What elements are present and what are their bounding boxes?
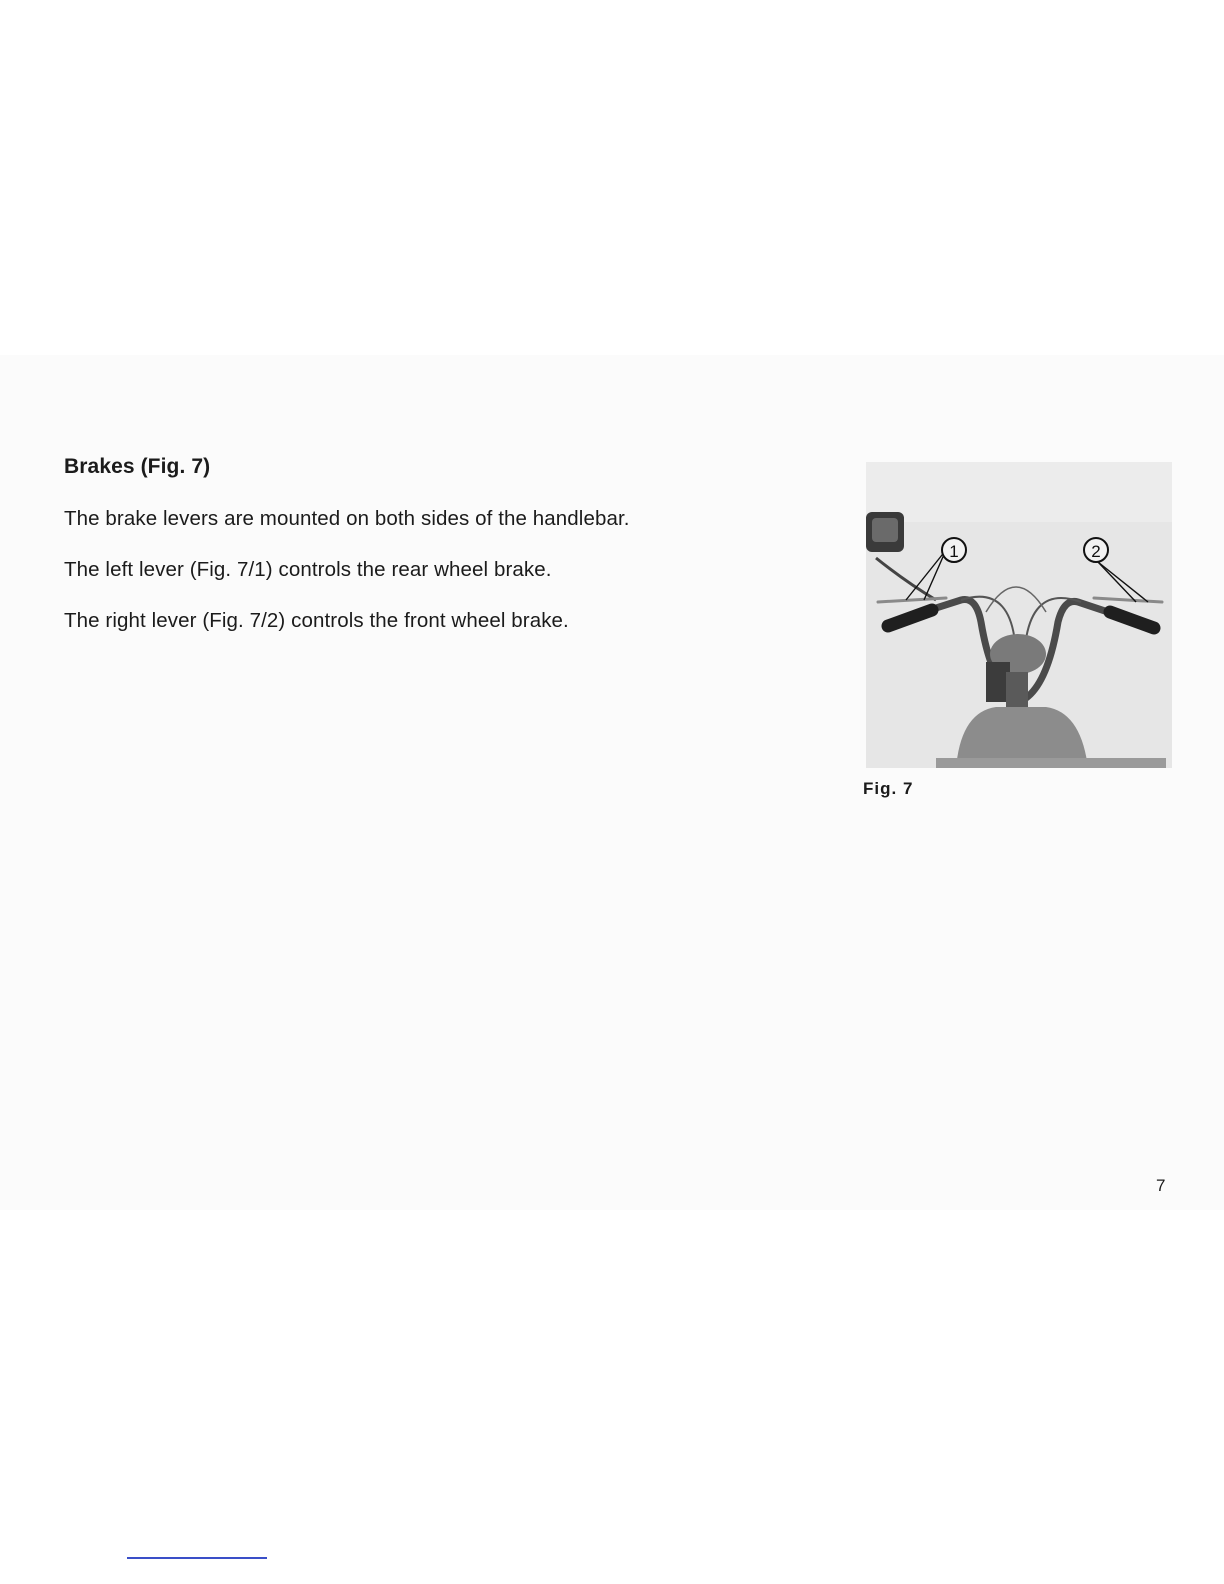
callout-2-label: 2 [1091, 542, 1101, 561]
section-heading: Brakes (Fig. 7) [64, 455, 211, 478]
paragraph-brake-levers: The brake levers are mounted on both sides of the handlebar. [64, 507, 630, 530]
handlebar-photo [866, 462, 1172, 768]
paragraph-left-lever: The left lever (Fig. 7/1) controls the rear wheel brake. [64, 558, 552, 581]
figure-caption: Fig. 7 [863, 779, 914, 798]
page-number: 7 [1156, 1176, 1166, 1195]
callout-1-label: 1 [949, 542, 959, 561]
paragraph-right-lever: The right lever (Fig. 7/2) controls the front wheel brake. [64, 609, 569, 632]
handlebar-figure [866, 462, 1172, 768]
bottom-rule-divider [127, 1557, 267, 1559]
